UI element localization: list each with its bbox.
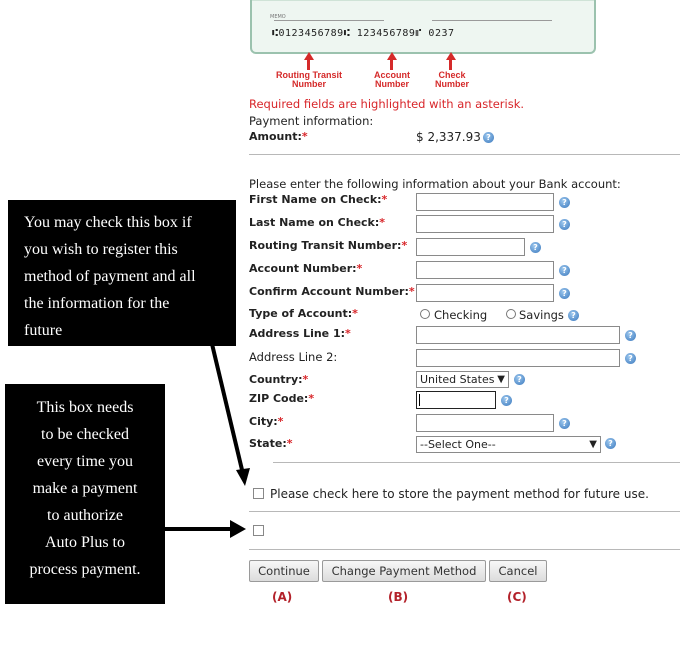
- help-circle-icon[interactable]: ?: [605, 438, 616, 449]
- button-tag-c: (C): [507, 590, 527, 604]
- address1-label: Address Line 1:*: [249, 327, 351, 340]
- arrowhead-down-icon: [236, 468, 250, 486]
- payment-info-heading: Payment information:: [249, 114, 374, 128]
- zip-label: ZIP Code:*: [249, 392, 315, 405]
- last-name-label: Last Name on Check:*: [249, 216, 386, 229]
- arrow-to-store-checkbox: [212, 344, 243, 474]
- checking-label: Checking: [434, 308, 488, 322]
- help-circle-icon[interactable]: ?: [530, 242, 541, 253]
- state-select[interactable]: --Select One-- ▼: [416, 436, 601, 453]
- help-circle-icon[interactable]: ?: [625, 330, 636, 341]
- help-circle-icon[interactable]: ?: [625, 353, 636, 364]
- help-circle-icon[interactable]: ?: [501, 395, 512, 406]
- help-circle-icon[interactable]: ?: [559, 197, 570, 208]
- state-label: State:*: [249, 437, 293, 450]
- country-label: Country:*: [249, 373, 309, 386]
- routing-number-label: Routing Transit Number:*: [249, 239, 408, 252]
- account-type-label: Type of Account:*: [249, 307, 358, 320]
- amount-value: $ 2,337.93: [416, 130, 481, 144]
- callout-authorize: This box needs to be checked every time you make a payment to authorize Auto Plus to process payment.: [5, 384, 165, 604]
- check-number-label: Check Number: [434, 70, 469, 89]
- address2-label: Address Line 2:: [249, 350, 338, 364]
- continue-button[interactable]: Continue: [249, 560, 319, 582]
- city-label: City:*: [249, 415, 284, 428]
- check-memo-label: MEMO: [270, 14, 286, 20]
- bank-prompt: Please enter the following information about your Bank account:: [249, 177, 621, 191]
- store-payment-label: Please check here to store the payment method for future use.: [270, 487, 649, 501]
- button-tag-a: (A): [272, 590, 293, 604]
- required-note: Required fields are highlighted with an asterisk.: [249, 97, 525, 111]
- first-name-label: First Name on Check:*: [249, 193, 388, 206]
- cancel-button[interactable]: Cancel: [489, 560, 547, 582]
- routing-transit-number-label: Routing Transit Number: [276, 70, 342, 89]
- help-circle-icon[interactable]: ?: [568, 310, 579, 321]
- account-number-label: Account Number: [374, 70, 410, 89]
- arrowhead-right-icon: [230, 520, 246, 538]
- help-circle-icon[interactable]: ?: [514, 374, 525, 385]
- help-circle-icon[interactable]: ?: [559, 265, 570, 276]
- help-circle-icon[interactable]: ?: [559, 288, 570, 299]
- callout-register: You may check this box if you wish to register this method of payment and all the information for the future: [8, 200, 236, 346]
- help-circle-icon[interactable]: ?: [559, 219, 570, 230]
- chevron-down-icon: ▼: [497, 374, 505, 385]
- chevron-down-icon: ▼: [589, 439, 597, 450]
- button-tag-b: (B): [388, 590, 409, 604]
- country-select[interactable]: United States ▼: [416, 371, 509, 388]
- check-micr-line: ⑆0123456789⑆ 123456789⑈ 0237: [272, 28, 455, 39]
- change-payment-method-button[interactable]: Change Payment Method: [322, 560, 486, 582]
- account-number-field-label: Account Number:*: [249, 262, 363, 275]
- confirm-account-label: Confirm Account Number:*: [249, 285, 415, 298]
- help-circle-icon[interactable]: ?: [483, 132, 494, 143]
- amount-label: Amount:*: [249, 130, 308, 143]
- savings-label: Savings: [519, 308, 564, 322]
- help-circle-icon[interactable]: ?: [559, 418, 570, 429]
